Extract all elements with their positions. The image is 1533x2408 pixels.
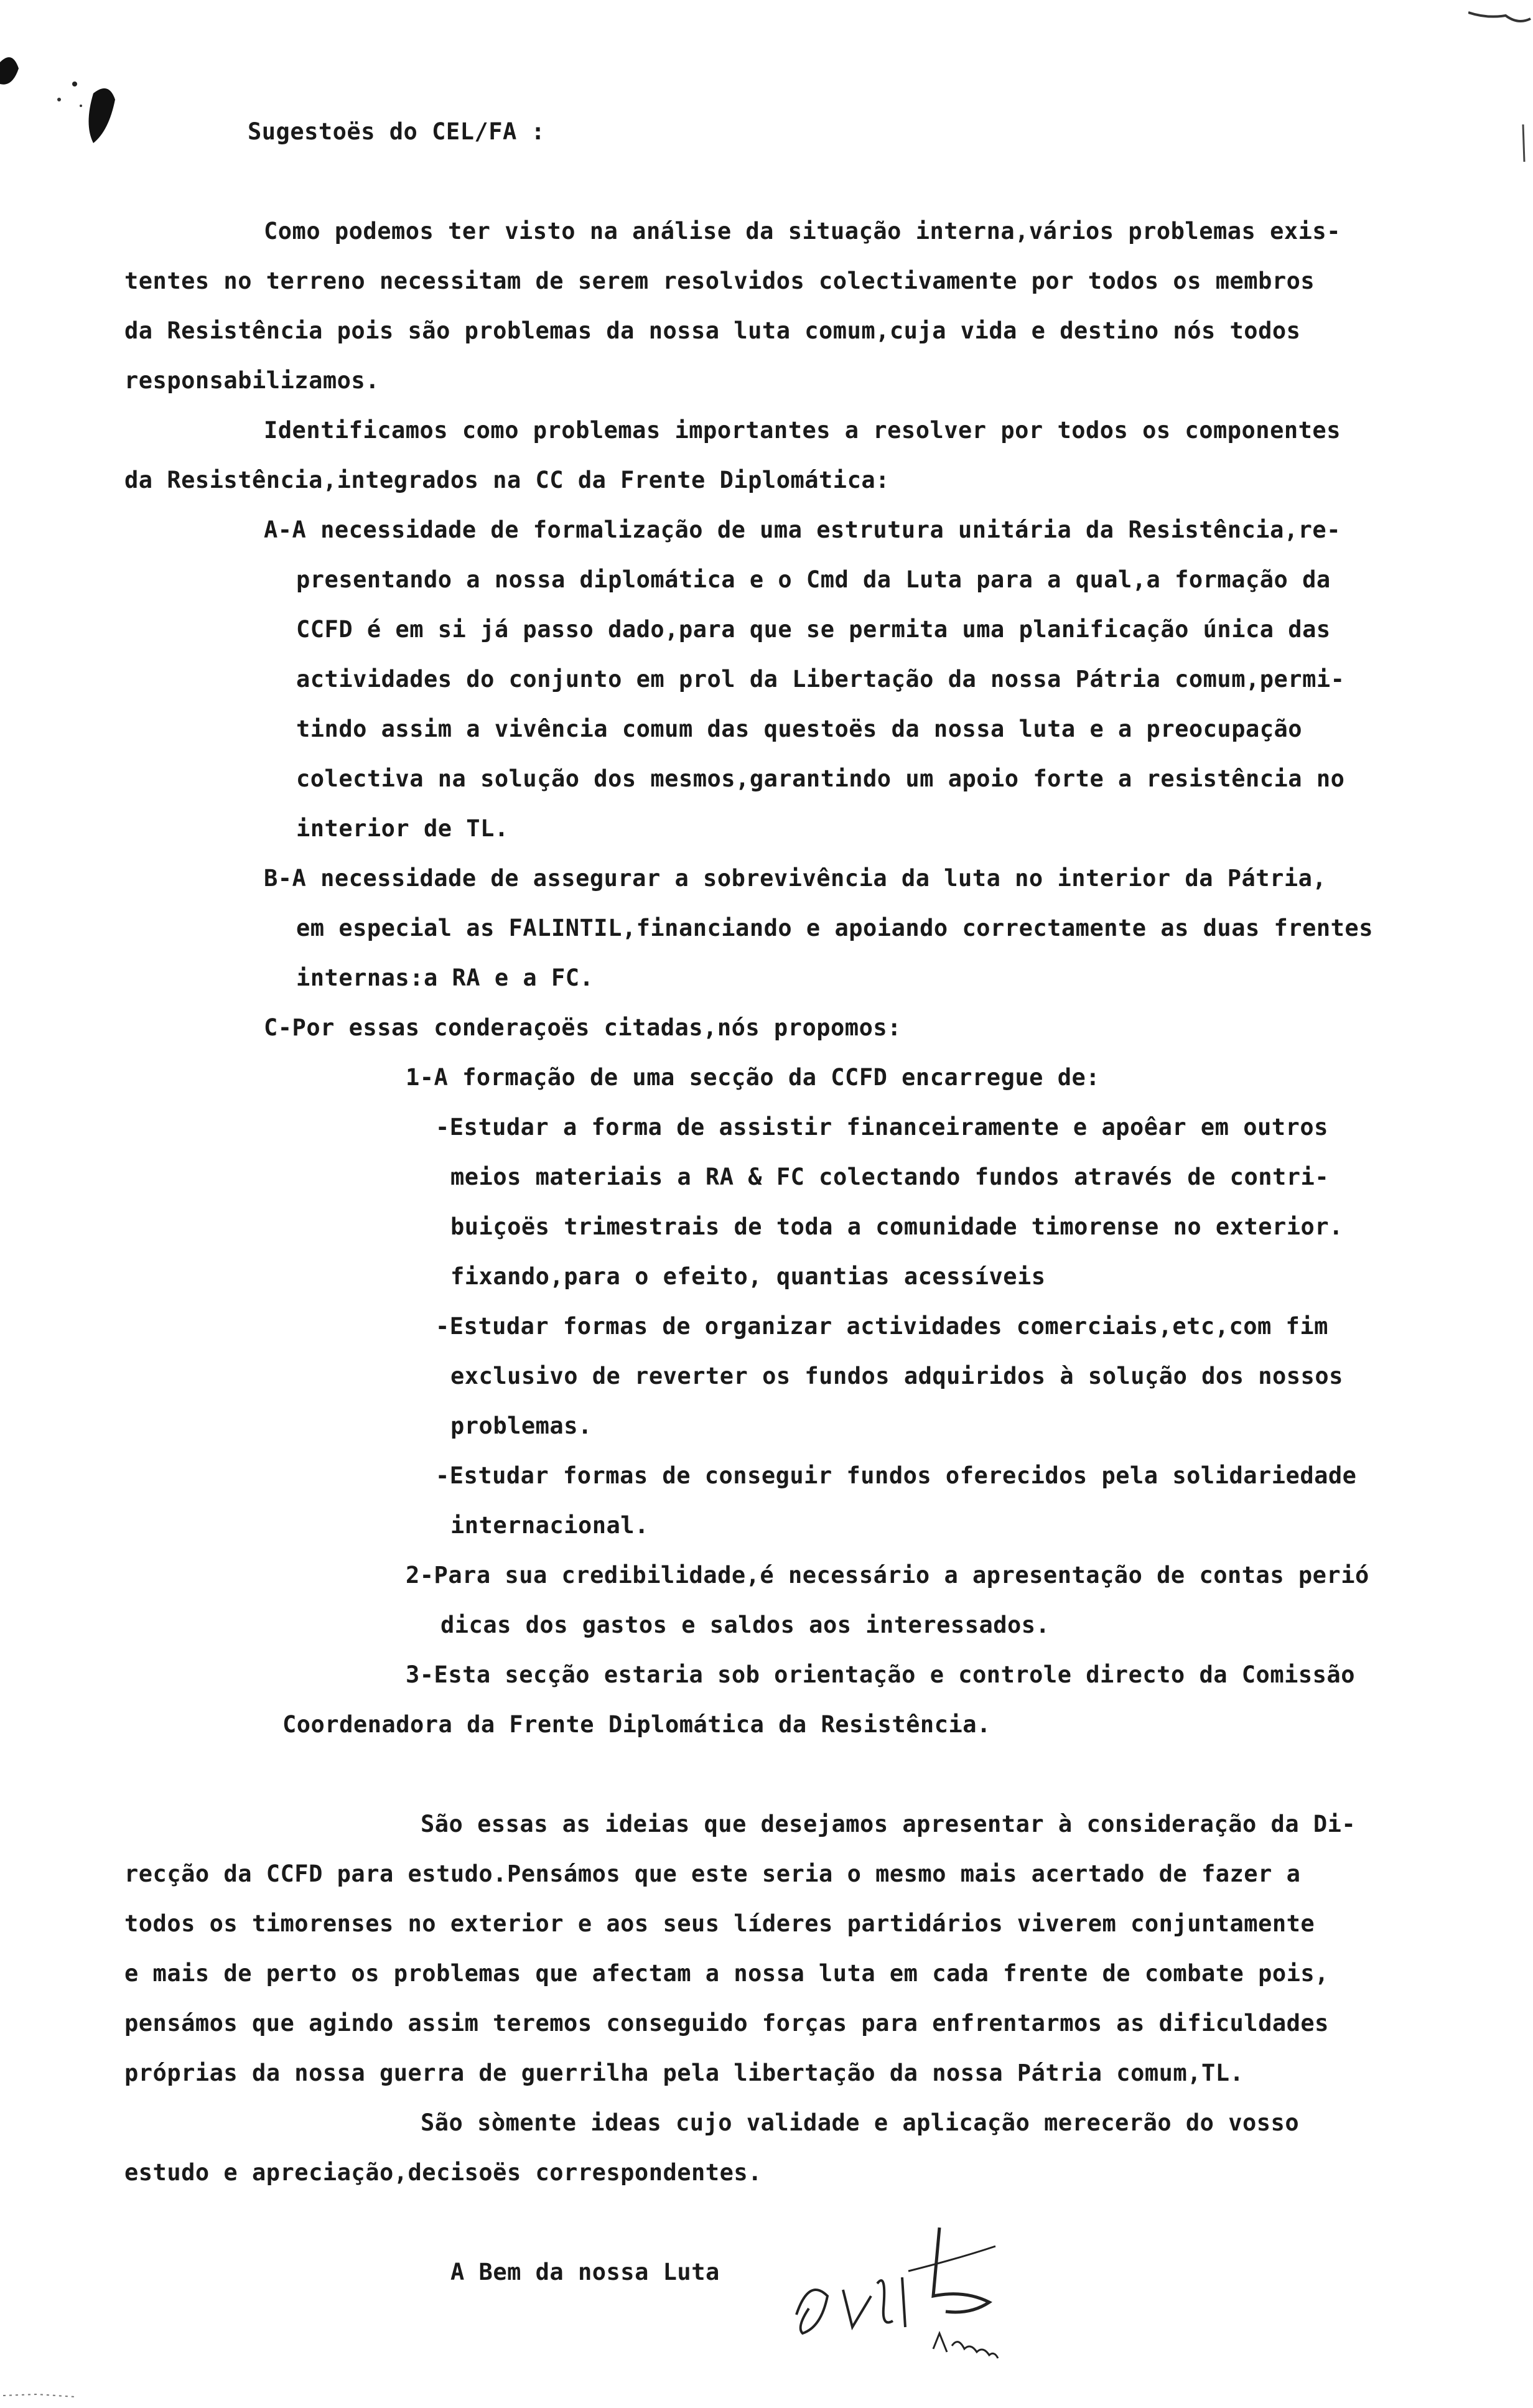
item-c1-bullet1-line-4: fixando,para o efeito, quantias acessíveis bbox=[450, 1263, 1046, 1290]
closing-line-6: próprias da nossa guerra de guerrilha pela libertação da nossa Pátria comum,TL. bbox=[124, 2060, 1244, 2086]
item-a-line-2: presentando a nossa diplomática e o Cmd da Luta para a qual,a formação da bbox=[296, 566, 1331, 593]
intro-line-1: Como podemos ter visto na análise da situação interna,vários problemas exis- bbox=[264, 218, 1341, 245]
closing-line-5: pensámos que agindo assim teremos conseguido forças para enfrentarmos as dificuldades bbox=[124, 2010, 1329, 2037]
item-a-line-1: A-A necessidade de formalização de uma estrutura unitária da Resistência,re- bbox=[264, 516, 1341, 543]
heading: Sugestoës do CEL/FA : bbox=[248, 118, 546, 145]
item-c1-bullet2-line-1: -Estudar formas de organizar actividades comerciais,etc,com fim bbox=[436, 1313, 1328, 1340]
item-c2-line-1: 2-Para sua credibilidade,é necessário a apresentação de contas perió bbox=[406, 1562, 1369, 1589]
item-c3-line-2: Coordenadora da Frente Diplomática da Resistência. bbox=[282, 1711, 991, 1738]
closing-line-2: recção da CCFD para estudo.Pensámos que este seria o mesmo mais acertado de fazer a bbox=[124, 1860, 1301, 1887]
handwritten-signature bbox=[784, 2203, 1083, 2383]
item-b-line-2: em especial as FALINTIL,financiando e apoiando correctamente as duas frentes bbox=[296, 915, 1373, 941]
final-line-2: estudo e apreciação,decisoës correspondentes. bbox=[124, 2159, 762, 2186]
scan-corner-mark bbox=[1468, 0, 1533, 174]
item-a-line-6: colectiva na solução dos mesmos,garantindo um apoio forte a resistência no bbox=[296, 765, 1345, 792]
item-c1-bullet1-line-3: buiçoës trimestrais de toda a comunidade timorense no exterior. bbox=[450, 1213, 1343, 1240]
item-c1-bullet3-line-2: internacional. bbox=[450, 1512, 649, 1539]
identification-line-1: Identificamos como problemas importantes a resolver por todos os componentes bbox=[264, 417, 1341, 444]
intro-line-4: responsabilizamos. bbox=[124, 367, 380, 394]
final-line-1: São sòmente ideas cujo validade e aplicação merecerão do vosso bbox=[421, 2109, 1300, 2136]
item-c1-bullet3-line-1: -Estudar formas de conseguir fundos oferecidos pela solidariedade bbox=[436, 1462, 1357, 1489]
identification-line-2: da Resistência,integrados na CC da Frente Diplomática: bbox=[124, 467, 890, 493]
intro-line-3: da Resistência pois são problemas da nossa luta comum,cuja vida e destino nós todos bbox=[124, 317, 1301, 344]
item-c1-bullet1-line-1: -Estudar a forma de assistir financeiramente e apoêar em outros bbox=[436, 1114, 1328, 1141]
item-c2-line-2: dicas dos gastos e saldos aos interessados. bbox=[440, 1612, 1050, 1638]
salutation: A Bem da nossa Luta bbox=[450, 2259, 720, 2285]
item-a-line-5: tindo assim a vivência comum das questoës da nossa luta e a preocupação bbox=[296, 716, 1303, 742]
item-a-line-3: CCFD é em si já passo dado,para que se permita uma planificação única das bbox=[296, 616, 1331, 643]
item-c1-bullet1-line-2: meios materiais a RA & FC colectando fundos através de contri- bbox=[450, 1164, 1330, 1190]
intro-line-2: tentes no terreno necessitam de serem resolvidos colectivamente por todos os membros bbox=[124, 268, 1315, 294]
item-c1-bullet2-line-2: exclusivo de reverter os fundos adquiridos à solução dos nossos bbox=[450, 1363, 1343, 1389]
item-c3-line-1: 3-Esta secção estaria sob orientação e controle directo da Comissão bbox=[406, 1661, 1355, 1688]
bottom-stray-mark bbox=[0, 2383, 87, 2402]
item-b-line-3: internas:a RA e a FC. bbox=[296, 964, 594, 991]
item-c-heading: C-Por essas conderaçoës citadas,nós propomos: bbox=[264, 1014, 902, 1041]
item-a-line-7: interior de TL. bbox=[296, 815, 509, 842]
closing-line-1: São essas as ideias que desejamos apresentar à consideração da Di- bbox=[421, 1811, 1356, 1837]
item-c1-bullet2-line-3: problemas. bbox=[450, 1412, 592, 1439]
scan-smudge-mark bbox=[0, 25, 149, 149]
item-a-line-4: actividades do conjunto em prol da Libertação da nossa Pátria comum,permi- bbox=[296, 666, 1345, 693]
closing-line-3: todos os timorenses no exterior e aos seus líderes partidários viverem conjuntamente bbox=[124, 1910, 1315, 1937]
closing-line-4: e mais de perto os problemas que afectam a nossa luta em cada frente de combate pois, bbox=[124, 1960, 1329, 1987]
item-c1-heading: 1-A formação de uma secção da CCFD encarregue de: bbox=[406, 1064, 1101, 1091]
item-b-line-1: B-A necessidade de assegurar a sobrevivência da luta no interior da Pátria, bbox=[264, 865, 1327, 892]
